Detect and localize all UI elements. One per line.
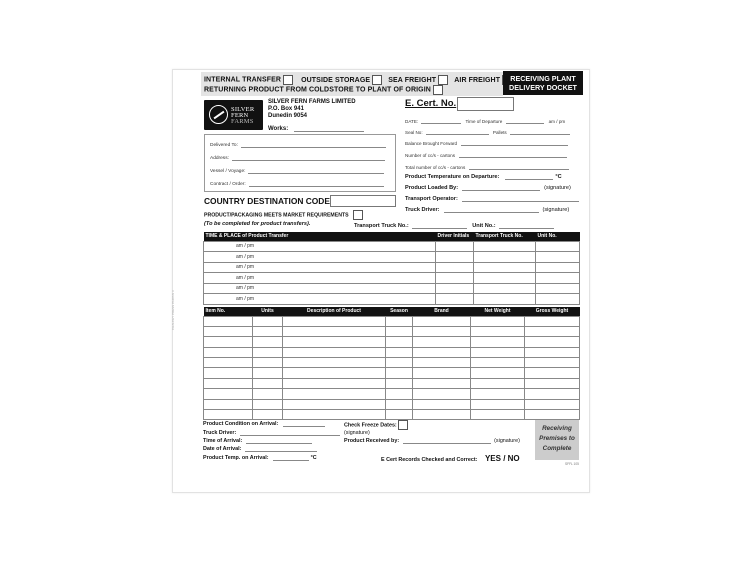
product-table-body <box>204 316 580 420</box>
col-season: Season <box>386 307 413 316</box>
net-weight-cell[interactable] <box>471 326 525 336</box>
arrival-celsius-unit: °C <box>310 455 317 461</box>
truck-no-cell[interactable] <box>474 294 536 305</box>
company-name: SILVER FERN FARMS LIMITED <box>268 99 356 105</box>
col-net-weight: Net Weight <box>471 307 525 316</box>
premises-line3: Complete <box>542 445 572 452</box>
loaded-by-label: Product Loaded By: <box>405 185 459 191</box>
season-cell[interactable] <box>386 399 413 409</box>
item-no-cell[interactable] <box>204 337 253 347</box>
brand-cell[interactable] <box>413 316 471 326</box>
number-cartons-row[interactable] <box>405 152 567 158</box>
market-requirements-row <box>204 210 363 220</box>
net-weight-cell[interactable] <box>471 378 525 388</box>
form-code: SFFL 105 <box>565 462 579 466</box>
gross-weight-cell[interactable] <box>525 347 580 357</box>
vessel-voyage-label: Vessel / Voyage: <box>210 169 246 174</box>
celsius-unit: °C <box>555 174 562 180</box>
total-cartons-row[interactable] <box>405 164 569 170</box>
col-units: Units <box>253 307 283 316</box>
e-cert-input[interactable] <box>457 97 514 111</box>
unit-no-cell[interactable] <box>536 262 580 273</box>
truck-no-cell[interactable] <box>474 273 536 284</box>
company-po-box: P.O. Box 941 <box>268 106 304 112</box>
gross-weight-cell[interactable] <box>525 410 580 420</box>
table-row <box>204 368 580 378</box>
item-no-cell[interactable] <box>204 399 253 409</box>
item-no-cell[interactable] <box>204 410 253 420</box>
table-row <box>204 316 580 326</box>
season-cell[interactable] <box>386 337 413 347</box>
time-place-cell[interactable]: am / pm <box>204 252 436 263</box>
time-arrival-row[interactable] <box>203 438 312 444</box>
time-place-cell[interactable]: am / pm <box>204 262 436 273</box>
temp-arrival-label: Product Temp. on Arrival: <box>203 455 269 461</box>
units-cell[interactable] <box>253 378 283 388</box>
table-row <box>204 337 580 347</box>
net-weight-cell[interactable] <box>471 347 525 357</box>
arrival-driver-row[interactable] <box>203 430 340 436</box>
country-destination-code-label: COUNTRY DESTINATION CODE <box>204 196 330 206</box>
brand-cell[interactable] <box>413 368 471 378</box>
returning-label: RETURNING PRODUCT FROM COLDSTORE TO PLANT OF ORIGIN <box>204 86 431 94</box>
delivery-docket-form <box>172 69 590 493</box>
temp-departure-label: Product Temperature on Departure: <box>405 174 500 180</box>
works-label: Works: <box>268 126 289 132</box>
date-arrival-row[interactable] <box>203 446 317 452</box>
description-cell[interactable] <box>283 378 386 388</box>
season-cell[interactable] <box>386 410 413 420</box>
total-cartons-label: Total number of cc/s - cartons <box>405 165 466 170</box>
brand-cell[interactable] <box>413 347 471 357</box>
returning-checkbox[interactable] <box>433 85 443 95</box>
gross-weight-cell[interactable] <box>525 378 580 388</box>
truck-no-cell[interactable] <box>474 262 536 273</box>
table-row <box>204 294 580 305</box>
premises-line2: Premises to <box>539 435 575 442</box>
net-weight-cell[interactable] <box>471 399 525 409</box>
units-cell[interactable] <box>253 347 283 357</box>
contract-order-label: Contract / Order: <box>210 182 246 187</box>
gross-weight-cell[interactable] <box>525 368 580 378</box>
silver-fern-farms-logo <box>204 100 263 130</box>
time-of-departure-label: Time of Departure <box>465 119 503 124</box>
gross-weight-cell[interactable] <box>525 326 580 336</box>
docket-title <box>503 71 583 95</box>
works-field[interactable] <box>268 126 364 132</box>
gross-weight-cell[interactable] <box>525 389 580 399</box>
docket-title-line2: DELIVERY DOCKET <box>509 83 577 92</box>
brand-cell[interactable] <box>413 358 471 368</box>
received-by-row[interactable] <box>344 438 520 444</box>
table-row <box>204 410 580 420</box>
item-no-cell[interactable] <box>204 316 253 326</box>
arrival-driver-label: Truck Driver: <box>203 430 237 436</box>
delivered-to-label: Delivered To: <box>210 143 238 148</box>
temp-departure-row[interactable] <box>405 174 562 180</box>
driver-initials-cell[interactable] <box>436 283 474 294</box>
unit-no-label: Unit No.: <box>472 223 496 229</box>
product-table-header <box>204 307 580 316</box>
transport-operator-row[interactable] <box>405 196 579 202</box>
units-cell[interactable] <box>253 368 283 378</box>
driver-initials-cell[interactable] <box>436 252 474 263</box>
time-place-cell[interactable]: am / pm <box>204 294 436 305</box>
brand-cell[interactable] <box>413 378 471 388</box>
yes-no-option[interactable]: YES / NO <box>484 454 520 463</box>
season-cell[interactable] <box>386 347 413 357</box>
col-unit-no: Unit No. <box>536 232 580 241</box>
sea-freight-checkbox[interactable] <box>438 75 448 85</box>
unit-no-cell[interactable] <box>536 241 580 252</box>
net-weight-cell[interactable] <box>471 410 525 420</box>
units-cell[interactable] <box>253 399 283 409</box>
product-transfer-table <box>203 232 580 305</box>
table-row <box>204 262 580 273</box>
table-row <box>204 273 580 284</box>
transport-truck-no-label: Transport Truck No.: <box>354 223 409 229</box>
ecert-check-label: E Cert Records Checked and Correct: <box>381 457 478 463</box>
table-row <box>204 326 580 336</box>
col-gross-weight: Gross Weight <box>525 307 580 316</box>
e-cert-label: E. Cert. No. <box>405 98 457 109</box>
signature-label: (signature) <box>542 207 570 213</box>
sea-freight-label: SEA FREIGHT <box>388 76 437 84</box>
item-no-cell[interactable] <box>204 378 253 388</box>
units-cell[interactable] <box>253 337 283 347</box>
logo-text-2: FERN <box>231 112 249 119</box>
description-cell[interactable] <box>283 326 386 336</box>
condition-arrival-label: Product Condition on Arrival: <box>203 421 279 427</box>
col-driver-initials: Driver Initials <box>436 232 474 241</box>
product-transfer-note: (To be completed for product transfers). <box>204 221 311 227</box>
delivery-details-box <box>204 134 396 192</box>
transfer-table-header <box>204 232 580 241</box>
driver-initials-cell[interactable] <box>436 262 474 273</box>
season-cell[interactable] <box>386 316 413 326</box>
driver-initials-cell[interactable] <box>436 294 474 305</box>
logo-text-3: FARMS <box>231 118 254 125</box>
market-requirements-label: PRODUCT/PACKAGING MEETS MARKET REQUIREMENTS <box>204 212 349 219</box>
printer-side-text: CHALCEY PRESS PARITAI 3 <box>171 290 175 330</box>
transport-operator-label: Transport Operator: <box>405 196 458 202</box>
col-description: Description of Product <box>283 307 386 316</box>
company-city: Dunedin 9054 <box>268 113 308 119</box>
brand-cell[interactable] <box>413 399 471 409</box>
item-no-cell[interactable] <box>204 368 253 378</box>
docket-title-line1: RECEIVING PLANT <box>510 74 576 83</box>
country-destination-code-input[interactable] <box>330 195 396 207</box>
signature-label: (signature) <box>544 185 571 191</box>
gross-weight-cell[interactable] <box>525 316 580 326</box>
net-weight-cell[interactable] <box>471 337 525 347</box>
table-row <box>204 241 580 252</box>
receiving-premises-box <box>535 420 579 460</box>
net-weight-cell[interactable] <box>471 358 525 368</box>
net-weight-cell[interactable] <box>471 368 525 378</box>
gross-weight-cell[interactable] <box>525 337 580 347</box>
description-cell[interactable] <box>283 358 386 368</box>
description-cell[interactable] <box>283 368 386 378</box>
freeze-dates-checkbox[interactable] <box>398 420 408 430</box>
outside-storage-checkbox[interactable] <box>372 75 382 85</box>
units-cell[interactable] <box>253 358 283 368</box>
time-place-cell[interactable]: am / pm <box>204 273 436 284</box>
unit-no-cell[interactable] <box>536 273 580 284</box>
returning-row <box>204 85 443 95</box>
address-field[interactable] <box>210 155 385 161</box>
driver-initials-cell[interactable] <box>436 273 474 284</box>
ecert-check-row[interactable] <box>381 454 520 463</box>
truck-no-cell[interactable] <box>474 241 536 252</box>
logo-text-1: SILVER <box>231 106 255 113</box>
pallets-label: Pallets <box>492 130 507 135</box>
table-row <box>204 252 580 263</box>
table-row <box>204 389 580 399</box>
truck-driver-row[interactable] <box>405 207 569 213</box>
net-weight-cell[interactable] <box>471 316 525 326</box>
date-label: DATE: <box>405 119 419 124</box>
item-no-cell[interactable] <box>204 326 253 336</box>
item-no-cell[interactable] <box>204 347 253 357</box>
table-row <box>204 358 580 368</box>
table-row <box>204 378 580 388</box>
received-signature-label: (signature) <box>494 438 520 444</box>
balance-forward-label: Balance Brought Forward <box>405 141 458 146</box>
unit-no-cell[interactable] <box>536 283 580 294</box>
brand-cell[interactable] <box>413 326 471 336</box>
season-cell[interactable] <box>386 378 413 388</box>
transfer-type-row <box>204 75 512 85</box>
time-place-cell[interactable]: am / pm <box>204 241 436 252</box>
description-cell[interactable] <box>283 316 386 326</box>
truck-driver-label: Truck Driver: <box>405 207 440 213</box>
outside-storage-label: OUTSIDE STORAGE <box>301 76 371 84</box>
number-cartons-label: Number of cc/s - cartons <box>405 153 456 158</box>
am-pm-label: am / pm <box>548 119 566 124</box>
brand-cell[interactable] <box>413 389 471 399</box>
air-freight-label: AIR FREIGHT <box>454 76 501 84</box>
gross-weight-cell[interactable] <box>525 399 580 409</box>
balance-forward-row[interactable] <box>405 140 568 146</box>
table-row <box>204 283 580 294</box>
brand-cell[interactable] <box>413 337 471 347</box>
description-cell[interactable] <box>283 389 386 399</box>
description-cell[interactable] <box>283 337 386 347</box>
received-by-label: Product Received by: <box>344 438 400 444</box>
col-transport-truck-no: Transport Truck No. <box>474 232 536 241</box>
loaded-by-row[interactable] <box>405 185 571 191</box>
freeze-dates-row <box>344 420 408 430</box>
gross-weight-cell[interactable] <box>525 358 580 368</box>
col-time-place: TIME & PLACE of Product Transfer <box>204 232 436 241</box>
unit-no-cell[interactable] <box>536 294 580 305</box>
address-label: Address: <box>210 156 229 161</box>
product-items-table <box>203 307 580 420</box>
condition-arrival-row[interactable] <box>203 421 325 427</box>
truck-unit-row[interactable] <box>354 223 554 229</box>
time-place-cell[interactable]: am / pm <box>204 283 436 294</box>
season-cell[interactable] <box>386 326 413 336</box>
seal-no-label: Seal No: <box>405 130 423 135</box>
units-cell[interactable] <box>253 410 283 420</box>
temp-arrival-row[interactable] <box>203 455 317 461</box>
freeze-dates-label: Check Freeze Dates: <box>344 422 397 429</box>
seal-pallets-row[interactable] <box>405 129 570 135</box>
item-no-cell[interactable] <box>204 389 253 399</box>
premises-line1: Receiving <box>542 425 572 432</box>
col-brand: Brand <box>413 307 471 316</box>
truck-no-cell[interactable] <box>474 283 536 294</box>
units-cell[interactable] <box>253 389 283 399</box>
col-item-no: Item No. <box>204 307 253 316</box>
season-cell[interactable] <box>386 389 413 399</box>
description-cell[interactable] <box>283 410 386 420</box>
market-requirements-checkbox[interactable] <box>353 210 363 220</box>
units-cell[interactable] <box>253 316 283 326</box>
table-row <box>204 399 580 409</box>
contract-order-field[interactable] <box>210 181 384 187</box>
brand-cell[interactable] <box>413 410 471 420</box>
vessel-voyage-field[interactable] <box>210 168 384 174</box>
table-row <box>204 347 580 357</box>
delivered-to-field[interactable] <box>210 142 386 148</box>
description-cell[interactable] <box>283 347 386 357</box>
season-cell[interactable] <box>386 358 413 368</box>
date-arrival-label: Date of Arrival: <box>203 446 242 452</box>
time-arrival-label: Time of Arrival: <box>203 438 243 444</box>
driver-signature-label: (signature) <box>344 430 370 436</box>
truck-no-cell[interactable] <box>474 252 536 263</box>
units-cell[interactable] <box>253 326 283 336</box>
date-departure-row[interactable] <box>405 118 565 124</box>
description-cell[interactable] <box>283 399 386 409</box>
unit-no-cell[interactable] <box>536 252 580 263</box>
company-address <box>268 99 356 120</box>
item-no-cell[interactable] <box>204 358 253 368</box>
internal-transfer-checkbox[interactable] <box>283 75 293 85</box>
driver-initials-cell[interactable] <box>436 241 474 252</box>
season-cell[interactable] <box>386 368 413 378</box>
works-line[interactable] <box>294 126 364 132</box>
net-weight-cell[interactable] <box>471 389 525 399</box>
internal-transfer-label: INTERNAL TRANSFER <box>204 76 282 84</box>
